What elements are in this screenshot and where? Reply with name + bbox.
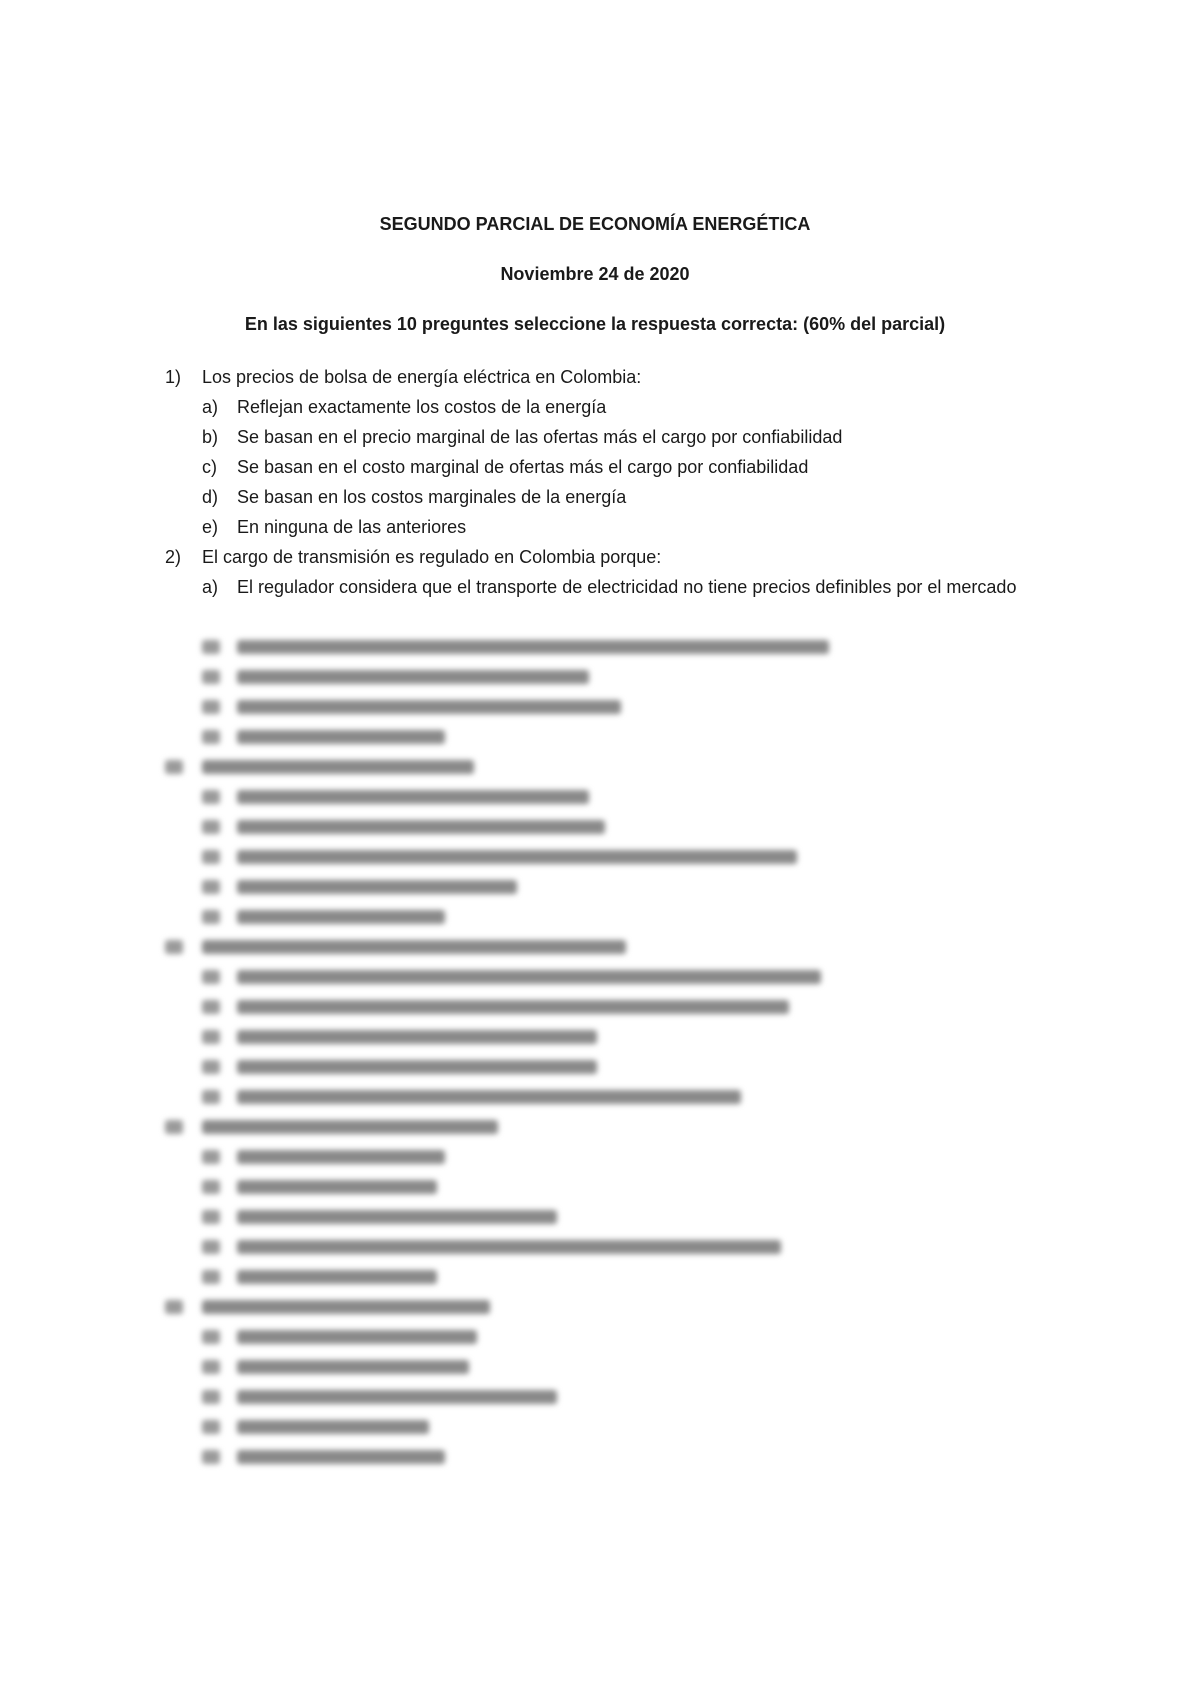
blurred-marker (165, 1120, 183, 1134)
blurred-option-line (165, 902, 1045, 932)
blurred-marker (202, 730, 220, 744)
blurred-text (202, 940, 626, 954)
blurred-marker (202, 1150, 220, 1164)
option-letter: a) (202, 397, 219, 417)
blurred-text (237, 970, 821, 984)
blurred-option-line (165, 722, 1045, 752)
blurred-text (237, 1450, 445, 1464)
blurred-text (237, 640, 829, 654)
blurred-text (237, 1150, 445, 1164)
option-text: Se basan en los costos marginales de la energía (237, 487, 627, 507)
blurred-option-line (165, 1172, 1045, 1202)
blurred-text (237, 1270, 437, 1284)
blurred-text (237, 1360, 469, 1374)
blurred-option-line (165, 812, 1045, 842)
blurred-text (237, 700, 621, 714)
blurred-marker (202, 1030, 220, 1044)
blurred-marker (202, 790, 220, 804)
blurred-text (237, 1210, 557, 1224)
blurred-option-line (165, 632, 1045, 662)
blurred-marker (202, 1180, 220, 1194)
blurred-option-line (165, 1382, 1045, 1412)
blurred-text (202, 1300, 490, 1314)
blurred-option-line (165, 992, 1045, 1022)
blurred-marker (165, 1300, 183, 1314)
blurred-option-line (165, 662, 1045, 692)
blurred-text (237, 1060, 597, 1074)
blurred-option-line (165, 1052, 1045, 1082)
blurred-marker (202, 1000, 220, 1014)
blurred-text (237, 820, 605, 834)
blurred-marker (202, 1210, 220, 1224)
blurred-option-line (165, 1202, 1045, 1232)
exam-title: SEGUNDO PARCIAL DE ECONOMÍA ENERGÉTICA (379, 214, 811, 234)
option-row (165, 512, 1035, 542)
blurred-option-line (165, 1232, 1045, 1262)
option-text: Reflejan exactamente los costos de la energía (237, 397, 607, 417)
blurred-text (237, 1030, 597, 1044)
blurred-marker (202, 850, 220, 864)
blurred-marker (202, 1240, 220, 1254)
blurred-marker (202, 910, 220, 924)
blurred-text (237, 730, 445, 744)
blurred-text (202, 760, 474, 774)
blurred-marker (202, 1330, 220, 1344)
blurred-text (237, 1330, 477, 1344)
blurred-question-line (165, 1112, 1045, 1142)
blurred-option-line (165, 1142, 1045, 1172)
blurred-option-line (165, 1412, 1045, 1442)
option-letter: d) (202, 487, 219, 507)
blurred-option-line (165, 842, 1045, 872)
blurred-marker (202, 1360, 220, 1374)
blurred-marker (202, 1090, 220, 1104)
blurred-text (237, 670, 589, 684)
blurred-marker (202, 970, 220, 984)
blurred-marker (165, 760, 183, 774)
questions-list (165, 362, 1035, 602)
blurred-question-line (165, 752, 1045, 782)
blurred-text (237, 1420, 429, 1434)
blurred-marker (202, 1390, 220, 1404)
blurred-marker (202, 1060, 220, 1074)
blurred-option-line (165, 1442, 1045, 1472)
blurred-text (237, 850, 797, 864)
option-text: Se basan en el precio marginal de las ofertas más el cargo por confiabilidad (237, 427, 843, 447)
blurred-option-line (165, 1322, 1045, 1352)
question-text: Los precios de bolsa de energía eléctrica en Colombia: (202, 367, 642, 387)
option-text: El regulador considera que el transporte de electricidad no tiene precios definibles por el mercado (237, 577, 1017, 597)
blurred-text (237, 1180, 437, 1194)
option-letter: e) (202, 517, 219, 537)
blurred-text (237, 1390, 557, 1404)
blurred-text (237, 1240, 781, 1254)
blurred-text (237, 880, 517, 894)
blurred-option-line (165, 962, 1045, 992)
option-text: Se basan en el costo marginal de ofertas más el cargo por confiabilidad (237, 457, 809, 477)
option-letter: a) (202, 577, 219, 597)
blurred-text (237, 910, 445, 924)
option-row (165, 572, 1035, 602)
blurred-option-line (165, 782, 1045, 812)
blurred-option-line (165, 1352, 1045, 1382)
blurred-marker (202, 1450, 220, 1464)
option-row (165, 422, 1035, 452)
option-letter: b) (202, 427, 219, 447)
option-row (165, 482, 1035, 512)
exam-instructions: En las siguientes 10 preguntes seleccione la respuesta correcta: (60% del parcial) (244, 314, 946, 334)
blurred-option-line (165, 692, 1045, 722)
blurred-text (202, 1120, 498, 1134)
blurred-marker (202, 670, 220, 684)
blurred-text (237, 1000, 789, 1014)
blurred-marker (202, 640, 220, 654)
blurred-question-line (165, 932, 1045, 962)
question-number: 2) (165, 547, 182, 567)
blurred-text (237, 1090, 741, 1104)
option-row (165, 452, 1035, 482)
blurred-option-line (165, 872, 1045, 902)
question-number: 1) (165, 367, 182, 387)
blurred-marker (165, 940, 183, 954)
question-1 (165, 362, 1035, 392)
blurred-marker (202, 1420, 220, 1434)
blurred-question-line (165, 1292, 1045, 1322)
blurred-marker (202, 820, 220, 834)
option-letter: c) (202, 457, 217, 477)
blurred-option-line (165, 1262, 1045, 1292)
blurred-marker (202, 1270, 220, 1284)
blurred-marker (202, 880, 220, 894)
blurred-option-line (165, 1022, 1045, 1052)
blurred-marker (202, 700, 220, 714)
question-2 (165, 542, 1035, 572)
blurred-content (165, 632, 1045, 1472)
question-text: El cargo de transmisión es regulado en Colombia porque: (202, 547, 662, 567)
blurred-text (237, 790, 589, 804)
option-text: En ninguna de las anteriores (237, 517, 467, 537)
option-row (165, 392, 1035, 422)
exam-date: Noviembre 24 de 2020 (500, 264, 690, 284)
blurred-option-line (165, 1082, 1045, 1112)
